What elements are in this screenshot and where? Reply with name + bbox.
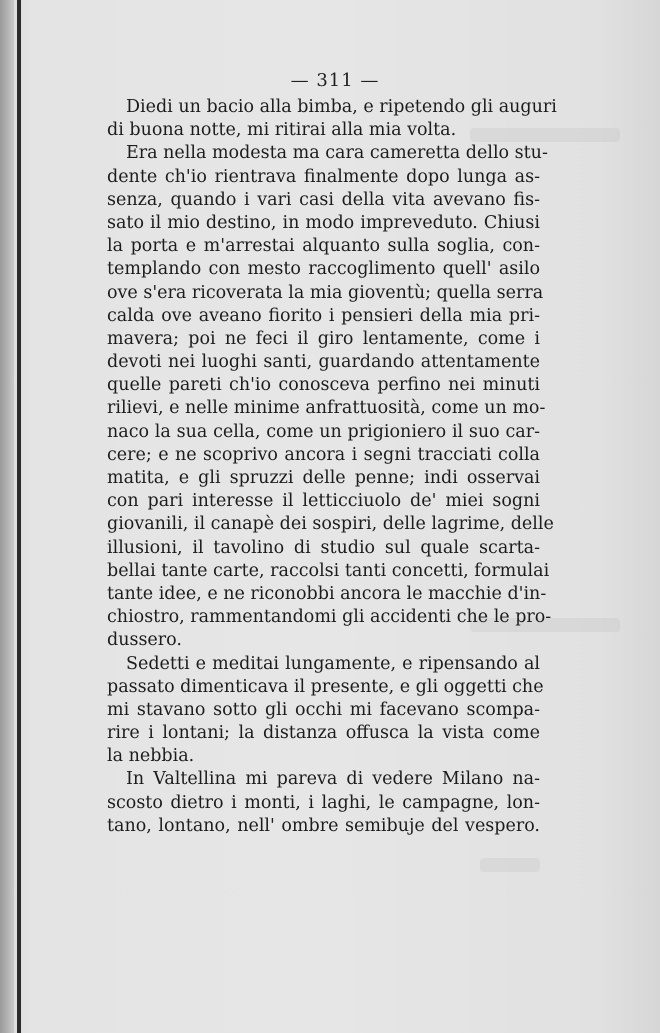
text-line: dente ch'io rientrava finalmente dopo lunga as-: [107, 166, 540, 187]
text-line: tano, lontano, nell' ombre semibuje del vespero.: [107, 815, 540, 836]
body-text: [107, 96, 557, 838]
text-line: giovanili, il canapè dei sospiri, delle lagrime, delle: [107, 514, 554, 535]
text-line: la porta e m'arrestai alquanto sulla soglia, con-: [107, 236, 540, 257]
text-line: scosto dietro i monti, i laghi, le campagne, lon-: [107, 792, 540, 813]
text-line: tante idee, e ne riconobbi ancora le macchie d'in-: [107, 583, 547, 604]
text-line: senza, quando i vari casi della vita avevano fis-: [107, 189, 540, 210]
text-line: sato il mio destino, in modo impreveduto. Chiusi: [107, 212, 540, 233]
text-line: mi stavano sotto gli occhi mi facevano scompa-: [107, 699, 540, 720]
text-line: In Valtellina mi pareva di vedere Milano na-: [126, 769, 540, 790]
text-line: chiostro, rammentandomi gli accidenti che le pro-: [107, 607, 552, 628]
text-line: Diedi un bacio alla bimba, e ripetendo gli auguri: [126, 97, 557, 117]
text-line: bellai tante carte, raccolsi tanti concetti, formulai: [107, 560, 550, 581]
text-line: rilievi, e nelle minime anfrattuosità, come un mo-: [107, 398, 546, 419]
text-line: passato dimenticava il presente, e gli oggetti che: [107, 676, 544, 697]
text-line: calda ove aveano fiorito i pensieri della mia pri-: [107, 305, 540, 326]
text-line: illusioni, il tavolino di studio sul quale scarta-: [107, 537, 540, 558]
text-line: quelle pareti ch'io conosceva perfino nei minuti: [107, 375, 540, 396]
text-line: cere; e ne scoprivo ancora i segni tracciati colla: [107, 444, 540, 465]
text-line: Era nella modesta ma cara cameretta dello stu-: [126, 143, 548, 164]
spine-edge: [17, 0, 21, 1033]
text-line: dussero.: [107, 630, 182, 651]
bleed-through-mark: [480, 858, 540, 872]
text-line: di buona notte, mi ritirai alla mia volta.: [107, 120, 457, 141]
text-line: ove s'era ricoverata la mia gioventù; quella serra: [107, 282, 544, 303]
page-number: — 311 —: [290, 70, 380, 91]
text-line: rire i lontani; la distanza offusca la vista come: [107, 723, 540, 744]
text-line: naco la sua cella, come un prigioniero il suo car-: [107, 421, 540, 442]
binding-shadow: [0, 0, 14, 1033]
text-line: devoti nei luoghi santi, guardando attentamente: [107, 352, 540, 373]
text-line: matita, e gli spruzzi delle penne; indi osservai: [107, 468, 540, 488]
text-line: Sedetti e meditai lungamente, e ripensando al: [126, 653, 540, 674]
text-line: templando con mesto raccoglimento quell' asilo: [107, 259, 540, 280]
text-line: con pari interesse il letticciuolo de' miei sogni: [107, 491, 540, 512]
text-line: la nebbia.: [107, 746, 195, 767]
text-line: mavera; poi ne feci il giro lentamente, come i: [107, 328, 540, 349]
